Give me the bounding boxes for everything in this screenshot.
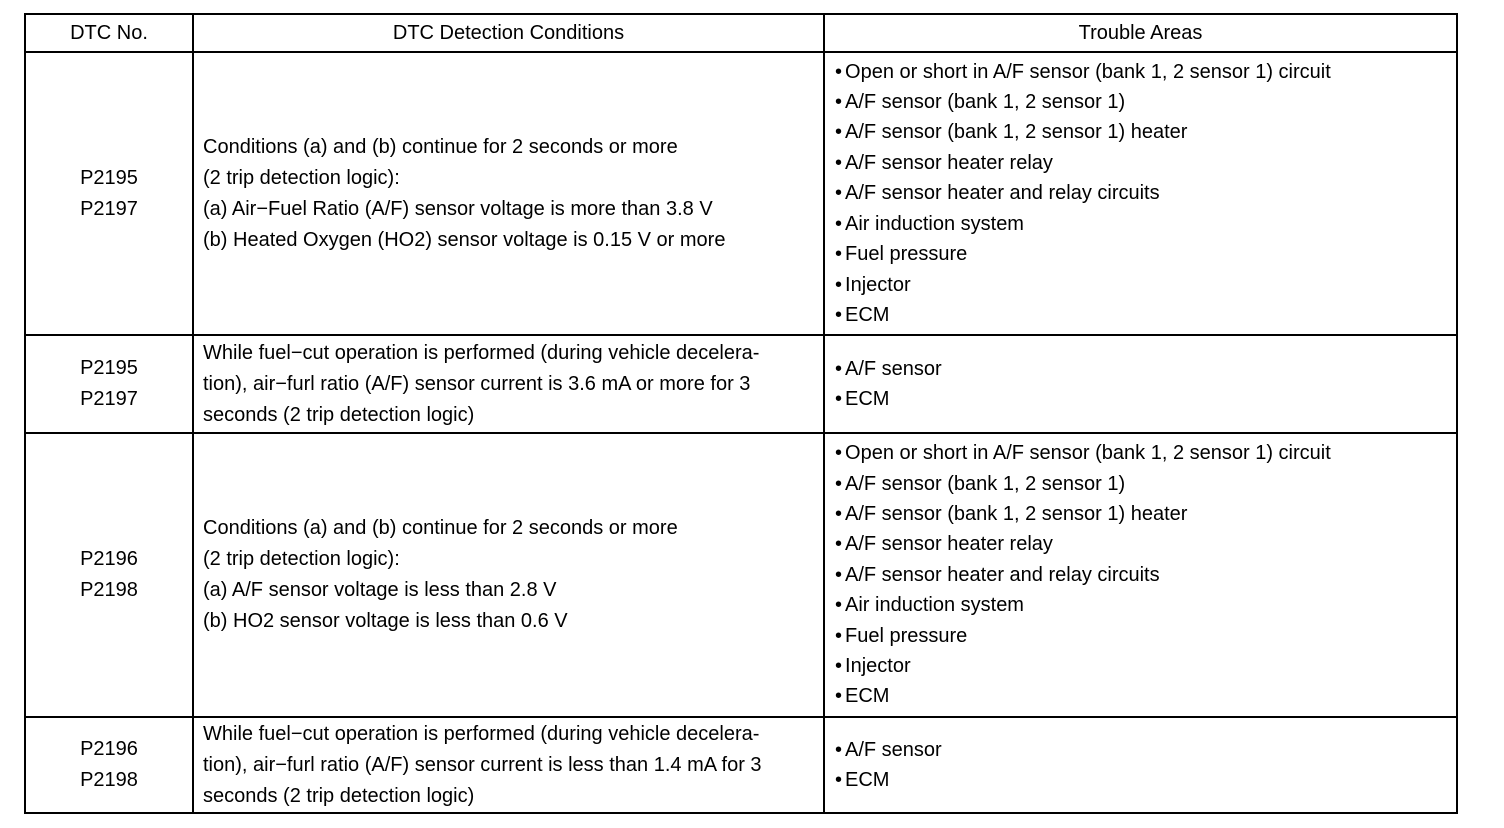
trouble-area-item: • ECM: [835, 681, 1456, 711]
condition-line: (b) HO2 sensor voltage is less than 0.6 V: [203, 610, 568, 632]
trouble-area-item: • Injector: [835, 651, 1456, 681]
dtc-code: P2195: [80, 166, 138, 189]
table-row: [25, 717, 1457, 813]
trouble-area-item: • Open or short in A/F sensor (bank 1, 2 sensor 1) circuit: [835, 57, 1456, 87]
detection-conditions-cell: [193, 52, 824, 335]
condition-line: (b) Heated Oxygen (HO2) sensor voltage is 0.15 V or more: [203, 228, 726, 251]
condition-line: Conditions (a) and (b) continue for 2 seconds or more: [203, 517, 678, 539]
condition-line: (2 trip detection logic):: [203, 548, 400, 570]
table-row: [25, 335, 1457, 433]
trouble-area-item: • A/F sensor heater relay: [835, 148, 1456, 178]
condition-line: tion), air−furl ratio (A/F) sensor current is 3.6 mA or more for 3: [203, 372, 751, 395]
dtc-code-cell: [25, 335, 193, 433]
trouble-area-item: • Fuel pressure: [835, 239, 1456, 269]
trouble-area-item: • A/F sensor (bank 1, 2 sensor 1) heater: [835, 499, 1456, 529]
trouble-areas-cell: [824, 717, 1457, 813]
detection-conditions-cell: [193, 717, 824, 813]
condition-line: While fuel−cut operation is performed (during vehicle decelera-: [203, 341, 760, 364]
trouble-area-item: • A/F sensor (bank 1, 2 sensor 1): [835, 87, 1456, 117]
trouble-area-item: • A/F sensor: [835, 735, 1456, 765]
dtc-table: [24, 13, 1458, 814]
condition-line: seconds (2 trip detection logic): [203, 403, 475, 426]
header-dtc-no: DTC No.: [25, 14, 193, 52]
detection-conditions-cell: [193, 433, 824, 717]
trouble-areas-list: [835, 438, 1456, 712]
dtc-code: P2197: [80, 197, 138, 220]
table-row: [25, 433, 1457, 717]
trouble-area-item: • A/F sensor (bank 1, 2 sensor 1): [835, 469, 1456, 499]
dtc-code-cell: [25, 717, 193, 813]
header-row: [25, 14, 1457, 52]
table-row: [25, 52, 1457, 335]
trouble-area-item: • ECM: [835, 300, 1456, 330]
detection-conditions-cell: [193, 335, 824, 433]
trouble-areas-list: [835, 57, 1456, 331]
trouble-area-item: • A/F sensor heater relay: [835, 529, 1456, 559]
trouble-area-item: • Fuel pressure: [835, 621, 1456, 651]
condition-line: tion), air−furl ratio (A/F) sensor current is less than 1.4 mA for 3: [203, 753, 762, 776]
header-detection-conditions: DTC Detection Conditions: [193, 14, 824, 52]
trouble-area-item: • A/F sensor heater and relay circuits: [835, 560, 1456, 590]
condition-line: (a) A/F sensor voltage is less than 2.8 V: [203, 579, 557, 601]
condition-line: While fuel−cut operation is performed (during vehicle decelera-: [203, 722, 760, 745]
trouble-area-item: • ECM: [835, 384, 1456, 414]
trouble-area-item: • Air induction system: [835, 209, 1456, 239]
header-trouble-areas: Trouble Areas: [824, 14, 1457, 52]
condition-line: seconds (2 trip detection logic): [203, 784, 475, 807]
dtc-code-cell: [25, 433, 193, 717]
trouble-areas-cell: [824, 52, 1457, 335]
trouble-areas-cell: [824, 433, 1457, 717]
trouble-area-item: • A/F sensor (bank 1, 2 sensor 1) heater: [835, 117, 1456, 147]
trouble-areas-list: [835, 354, 1456, 415]
dtc-code-cell: [25, 52, 193, 335]
condition-line: (2 trip detection logic):: [203, 166, 400, 189]
trouble-area-item: • Air induction system: [835, 590, 1456, 620]
trouble-area-item: • Injector: [835, 270, 1456, 300]
dtc-code: P2197: [80, 388, 138, 410]
condition-line: (a) Air−Fuel Ratio (A/F) sensor voltage is more than 3.8 V: [203, 197, 713, 220]
dtc-code: P2198: [80, 769, 138, 791]
trouble-areas-cell: [824, 335, 1457, 433]
dtc-code: P2195: [80, 357, 138, 379]
trouble-areas-list: [835, 735, 1456, 796]
dtc-code: P2196: [80, 548, 138, 570]
trouble-area-item: • A/F sensor: [835, 354, 1456, 384]
trouble-area-item: • ECM: [835, 765, 1456, 795]
dtc-code: P2196: [80, 738, 138, 760]
dtc-code: P2198: [80, 579, 138, 601]
trouble-area-item: • A/F sensor heater and relay circuits: [835, 178, 1456, 208]
trouble-area-item: • Open or short in A/F sensor (bank 1, 2 sensor 1) circuit: [835, 438, 1456, 468]
condition-line: Conditions (a) and (b) continue for 2 seconds or more: [203, 135, 678, 158]
